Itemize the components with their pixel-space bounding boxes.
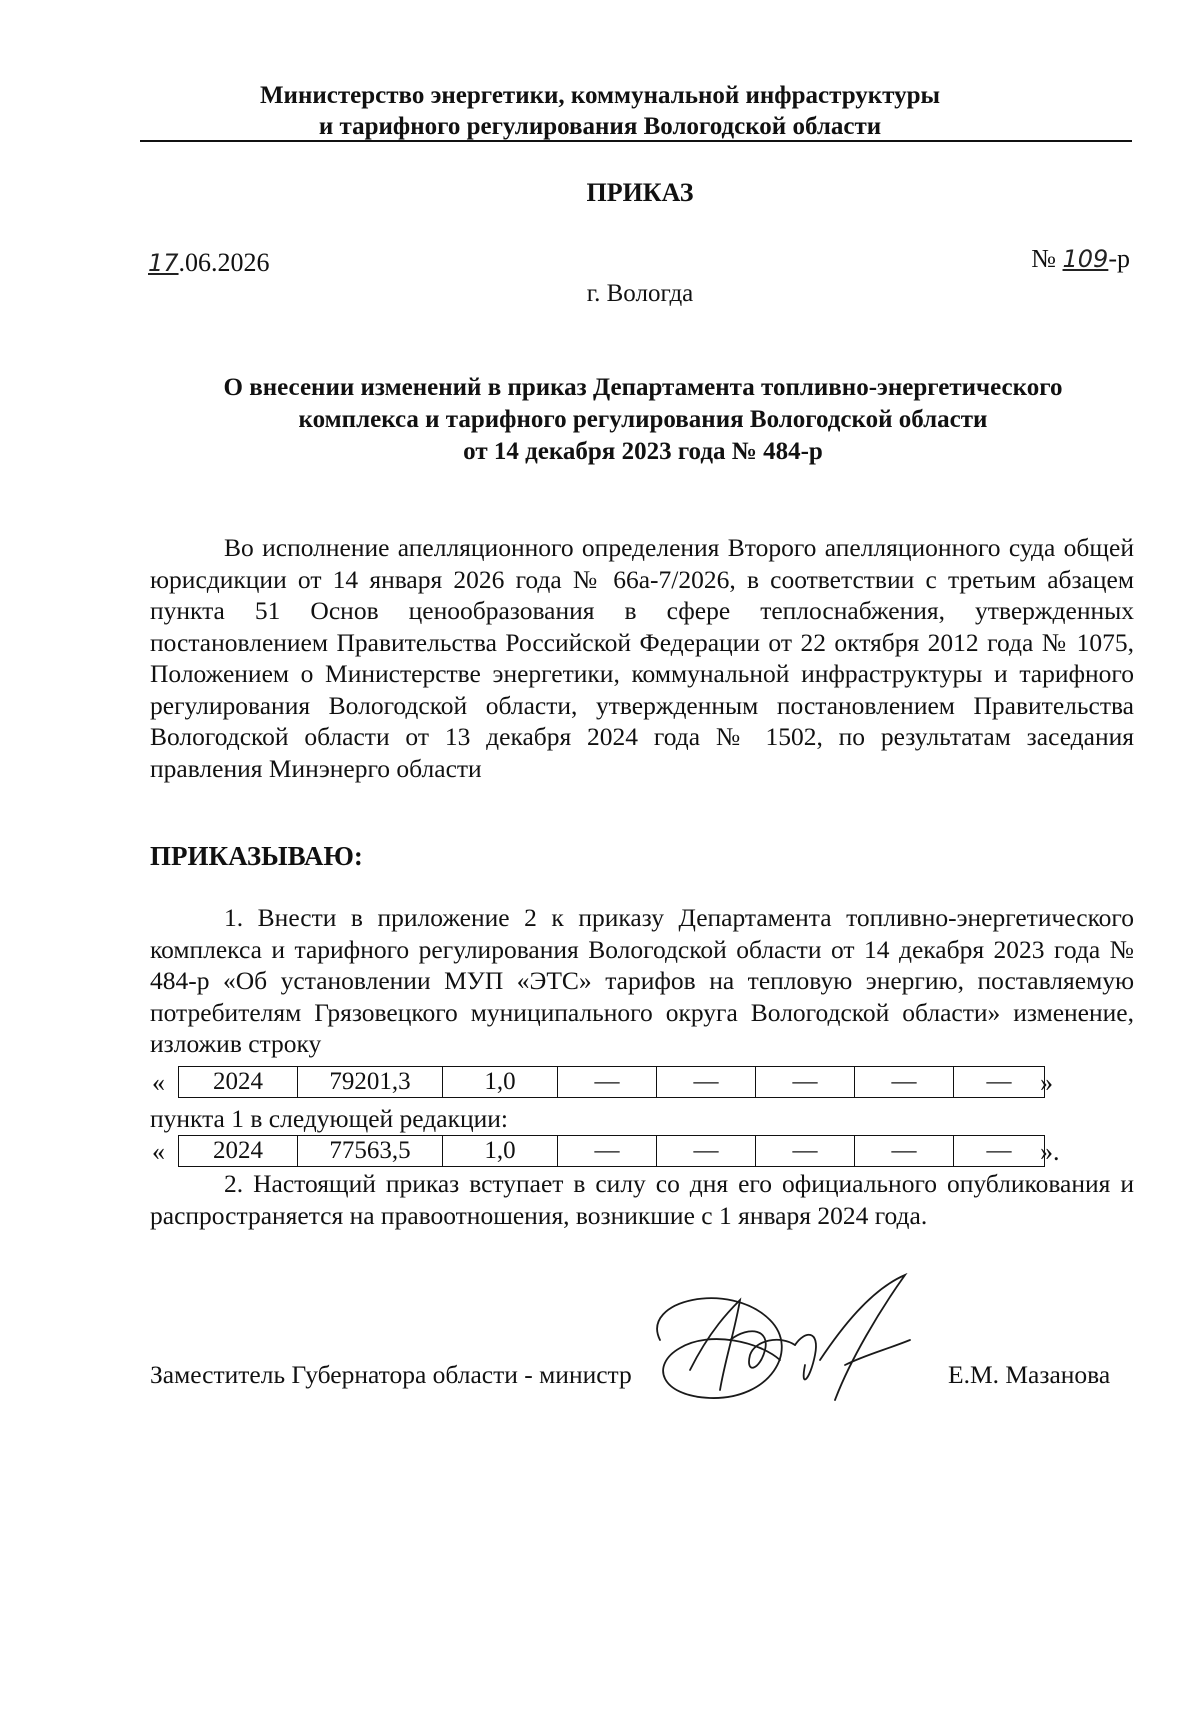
new-row-table [178,1135,1045,1167]
item-2-paragraph: 2. Настоящий приказ вступает в силу со дня его официального опубликования и распространяется на правоотношения, возникшие с 1 января 2024 года. [150,1169,1134,1230]
signatory-name: Е.М. Мазанова [948,1360,1111,1389]
preamble-paragraph: Во исполнение апелляционного определения Второго апелляционного суда общей юрисдикции от 14 января 2026 года № 66а-7/2026, в соответствии с третьим абзацем пункта 51 Основ ценообразования в сфере теплоснабжения, утвержденных постановлением Правительства Российской Федерации от 22 октября 2012 года № 1075, Положением о Министерстве энергетики, коммунальной инфраструктуры и тарифного регулирования Вологодской области, утвержденным постановлением Правительства Вологодской области от 13 декабря 2024 года № 1502, по результатам заседания правления Минэнерго области [150,533,1134,783]
date-rest: .06.2026 [178,248,270,277]
item-1-paragraph: 1. Внести в приложение 2 к приказу Департамента топливно-энергетического комплекса и тарифного регулирования Вологодской области от 14 декабря 2023 года № 484-р «Об установлении МУП «ЭТС» тарифов на тепловую энергию, поставляемую потребителям Грязовецкого муниципального округа Вологодской области» изменение, изложив строку [150,903,1134,1058]
old-row-cell-coef: 1,0 [443,1067,558,1098]
new-tariff-row [152,1135,1060,1166]
old-row-table [178,1066,1045,1098]
document-city: г. Вологда [586,280,694,307]
old-row-cell-tariff: 79201,3 [298,1067,443,1098]
old-row-cell-6: — [756,1067,855,1098]
subject-line-2: комплекса и тарифного регулирования Вологодской области [298,406,988,433]
date-day-handwritten: 17 [148,249,179,277]
new-row-cell-8: — [954,1136,1045,1167]
new-row-open-quote: « [152,1137,165,1166]
new-row-cell-6: — [756,1136,855,1167]
old-tariff-row [152,1066,1052,1096]
new-row-cell-5: — [657,1136,756,1167]
handwritten-signature [620,1270,940,1420]
document-number [1031,244,1130,274]
number-prefix: № [1031,244,1063,273]
old-row-cell-5: — [657,1067,756,1098]
new-row-cell-year: 2024 [179,1136,298,1167]
ministry-header [0,80,1200,142]
header-divider [140,140,1132,142]
signatory-position: Заместитель Губернатора области - министр [150,1360,632,1389]
between-rows-text: пункта 1 в следующей редакции: [150,1104,508,1133]
new-row-cell-7: — [855,1136,954,1167]
document-date [148,248,270,278]
old-row-cell-year: 2024 [179,1067,298,1098]
ministry-line-2: и тарифного регулирования Вологодской области [318,113,882,140]
new-row-cell-4: — [558,1136,657,1167]
new-row-close-quote: ». [1040,1137,1060,1166]
new-row-cell-coef: 1,0 [443,1136,558,1167]
old-row-close-quote: » [1040,1068,1053,1097]
old-row-open-quote: « [152,1068,165,1097]
ministry-line-1: Министерство энергетики, коммунальной инфраструктуры [259,82,941,109]
subject-line-1: О внесении изменений в приказ Департамента топливно-энергетического [223,374,1063,401]
old-row-cell-7: — [855,1067,954,1098]
document-type: ПРИКАЗ [586,178,694,207]
number-handwritten: 109 [1062,245,1109,273]
number-suffix: -р [1108,244,1130,273]
old-row-cell-8: — [954,1067,1045,1098]
document-subject [150,372,1136,468]
order-word: ПРИКАЗЫВАЮ: [150,841,363,871]
subject-line-3: от 14 декабря 2023 года № 484-р [463,438,823,465]
new-row-cell-tariff: 77563,5 [298,1136,443,1167]
old-row-cell-4: — [558,1067,657,1098]
